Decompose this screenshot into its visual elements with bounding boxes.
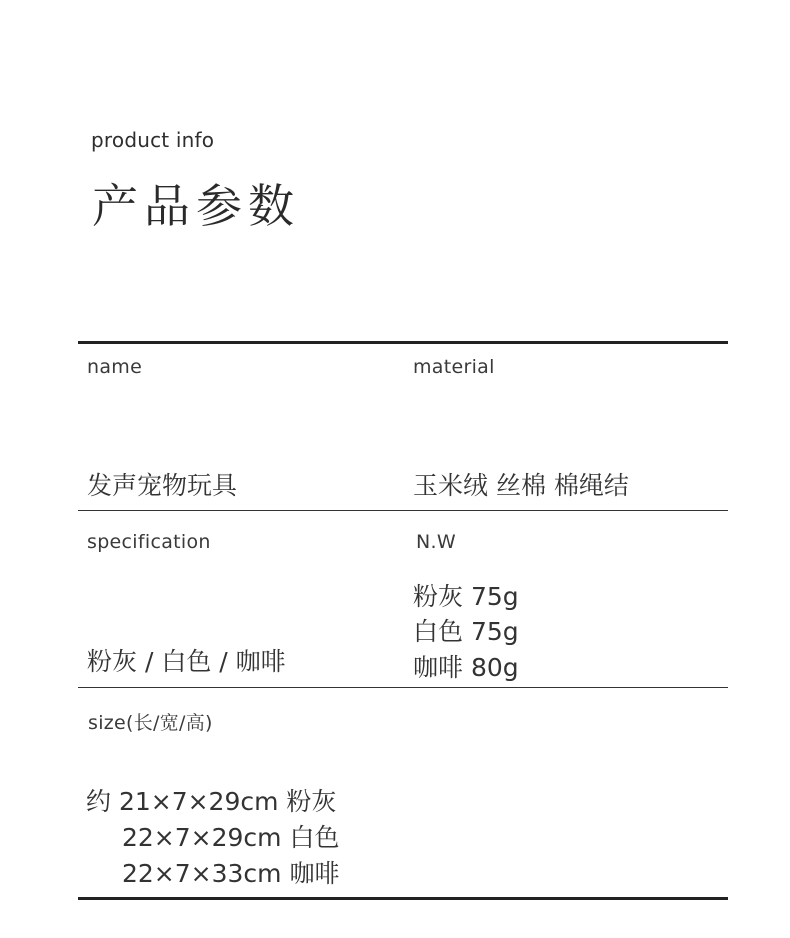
name-label: name: [87, 356, 143, 378]
size-line: 22×7×33cm 咖啡: [122, 859, 340, 888]
specification-label: specification: [87, 531, 211, 553]
specification-value: 粉灰 / 白色 / 咖啡: [87, 647, 286, 676]
size-line: 约 21×7×29cm 粉灰: [86, 787, 337, 816]
material-label: material: [413, 356, 495, 378]
size-label: size(长/宽/高): [88, 712, 213, 734]
size-line: 22×7×29cm 白色: [122, 823, 340, 852]
net-weight-label: N.W: [416, 531, 456, 553]
net-weight-line: 咖啡 80g: [413, 653, 519, 682]
row-divider: [78, 510, 728, 511]
material-value: 玉米绒 丝棉 棉绳结: [413, 471, 629, 500]
table-bottom-rule: [78, 897, 728, 900]
net-weight-line: 白色 75g: [413, 617, 519, 646]
section-title: 产品参数: [92, 179, 300, 233]
net-weight-line: 粉灰 75g: [413, 582, 519, 611]
name-value: 发声宠物玩具: [87, 471, 238, 500]
section-subtitle: product info: [91, 128, 215, 152]
row-divider: [78, 687, 728, 688]
table-top-rule: [78, 341, 728, 344]
